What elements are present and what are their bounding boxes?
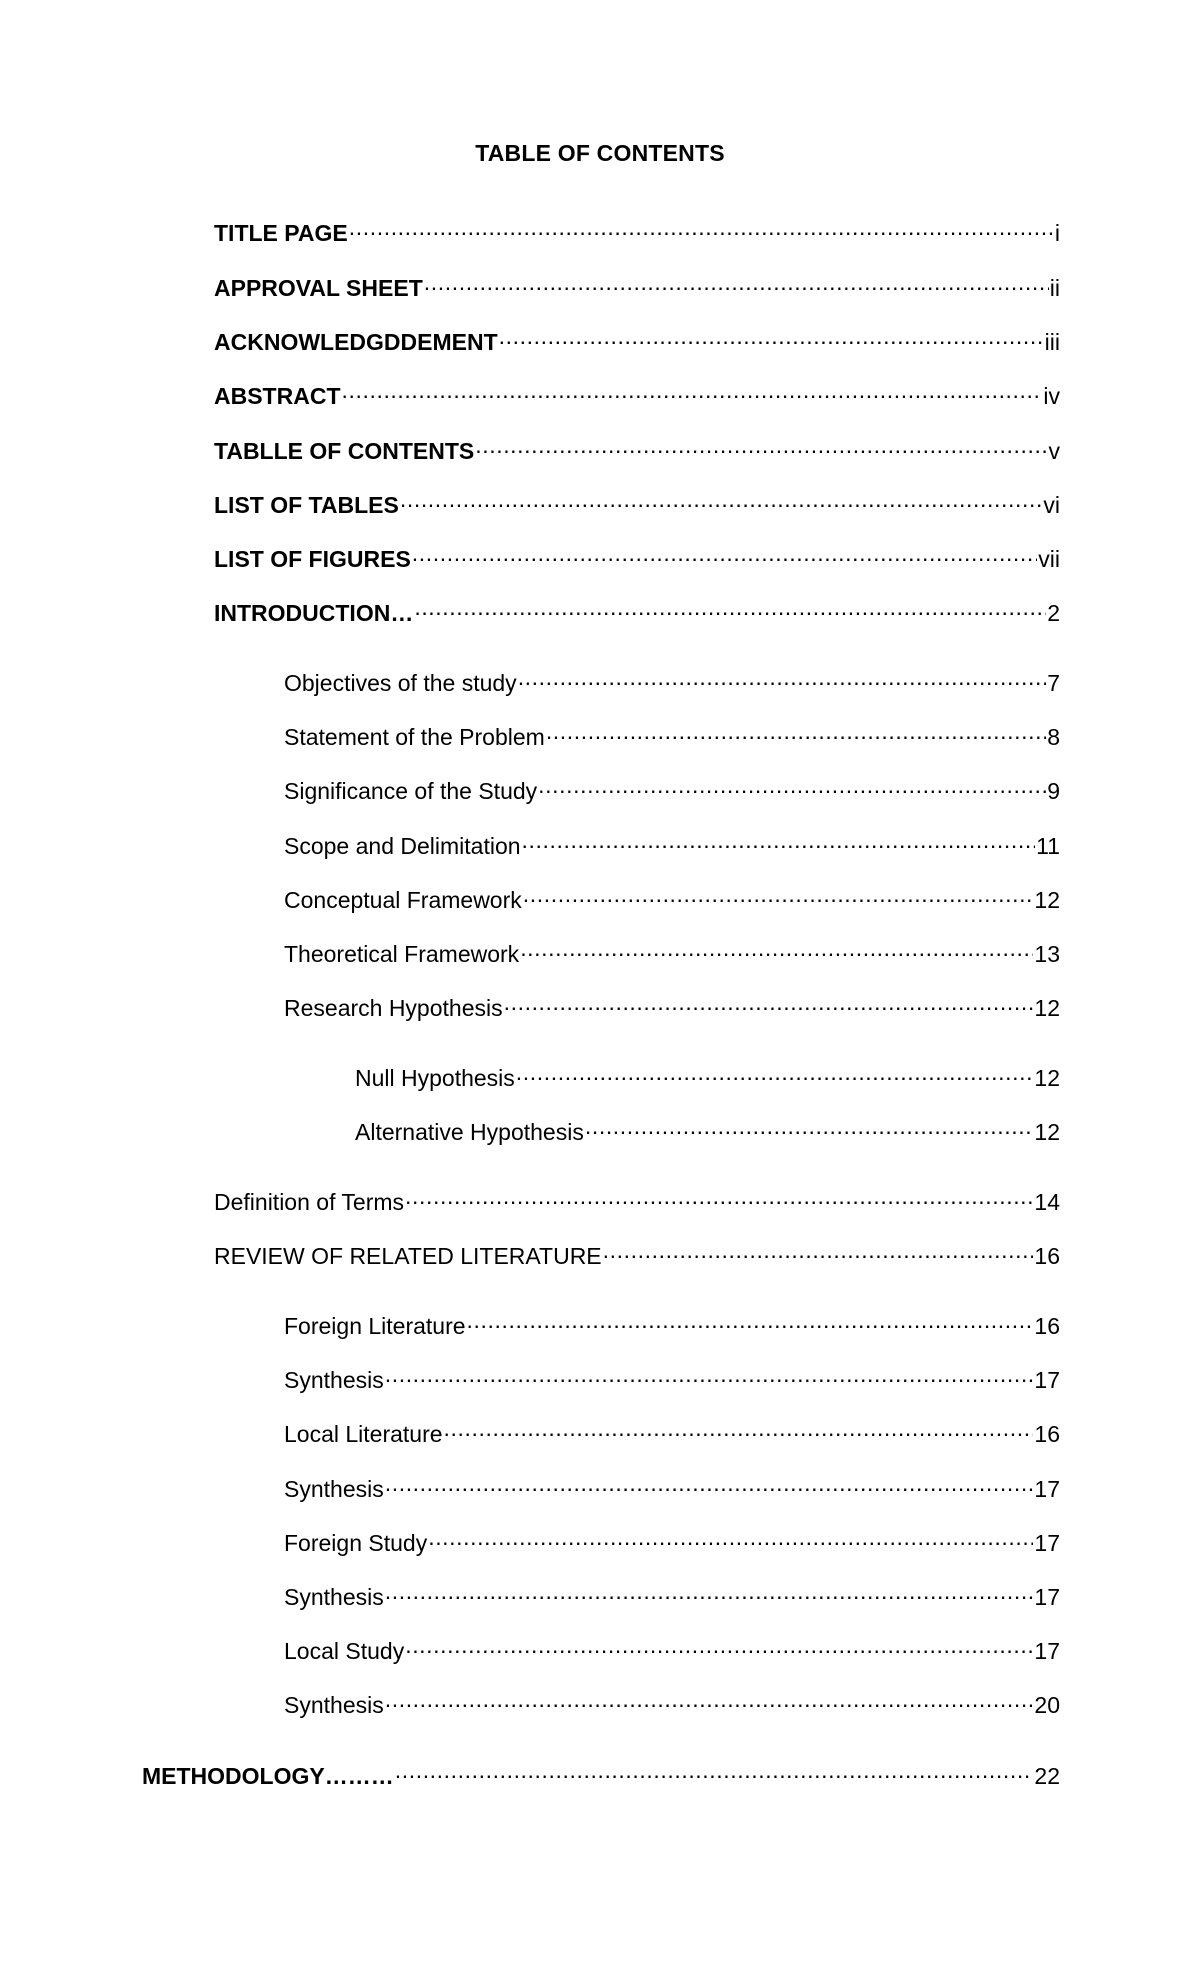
toc-entry-label: Significance of the Study — [284, 778, 538, 804]
toc-entry-page-number: 12 — [1034, 995, 1060, 1021]
toc-entry-page-number: ii — [1049, 275, 1060, 301]
toc-entry-page-number: 20 — [1034, 1692, 1060, 1718]
toc-entry-label: Synthesis — [284, 1367, 384, 1393]
toc-entry-label: Theoretical Framework — [284, 941, 520, 967]
dot-leader — [412, 539, 1037, 567]
dot-leader — [385, 1577, 1034, 1605]
dot-leader — [499, 322, 1044, 350]
dot-leader — [400, 485, 1043, 513]
toc-entry-acknowledgement[interactable] — [214, 322, 1060, 356]
toc-entry-statement-of-problem[interactable] — [284, 717, 1060, 751]
toc-entry-synthesis[interactable] — [284, 1360, 1060, 1394]
dot-leader — [538, 771, 1046, 799]
toc-entry-page-number: 16 — [1034, 1313, 1060, 1339]
dot-leader — [385, 1360, 1034, 1388]
toc-entry-label: Synthesis — [284, 1692, 384, 1718]
toc-entry-theoretical-framework[interactable] — [284, 934, 1060, 968]
toc-entry-significance[interactable] — [284, 771, 1060, 805]
toc-entry-label: Research Hypothesis — [284, 995, 503, 1021]
dot-leader — [414, 593, 1046, 621]
toc-entry-label: Foreign Literature — [284, 1313, 466, 1339]
toc-entry-page-number: 17 — [1034, 1530, 1060, 1556]
toc-entry-synthesis[interactable] — [284, 1685, 1060, 1719]
dot-leader — [444, 1414, 1034, 1442]
toc-entry-page-number: 12 — [1034, 887, 1060, 913]
toc-entry-label: Local Literature — [284, 1421, 443, 1447]
toc-entry-alternative-hypothesis[interactable] — [355, 1112, 1060, 1146]
toc-entry-page-number: v — [1048, 438, 1060, 464]
toc-entry-null-hypothesis[interactable] — [355, 1058, 1060, 1092]
toc-entry-label: Null Hypothesis — [355, 1065, 515, 1091]
dot-leader — [546, 717, 1046, 745]
dot-leader — [342, 376, 1043, 404]
toc-entry-approval-sheet[interactable] — [214, 268, 1060, 302]
toc-entry-label: TITLE PAGE — [214, 220, 348, 246]
dot-leader — [395, 1756, 1034, 1784]
toc-entry-label: Statement of the Problem — [284, 724, 545, 750]
toc-entry-label: Foreign Study — [284, 1530, 428, 1556]
toc-entry-synthesis[interactable] — [284, 1577, 1060, 1611]
toc-entry-label: Conceptual Framework — [284, 887, 522, 913]
dot-leader — [405, 1631, 1033, 1659]
toc-entry-page-number: i — [1054, 220, 1060, 246]
toc-entry-page-number: 12 — [1034, 1119, 1060, 1145]
toc-entry-label: Objectives of the study — [284, 670, 517, 696]
toc-entry-label: REVIEW OF RELATED LITERATURE — [214, 1243, 602, 1269]
dot-leader — [385, 1469, 1034, 1497]
toc-entry-label: Definition of Terms — [214, 1189, 405, 1215]
toc-entry-page-number: 17 — [1034, 1638, 1060, 1664]
toc-entry-label: ACKNOWLEDGDDEMENT — [214, 329, 498, 355]
dot-leader — [385, 1685, 1034, 1713]
dot-leader — [428, 1523, 1033, 1551]
dot-leader — [405, 1182, 1033, 1210]
toc-entry-label: Alternative Hypothesis — [355, 1119, 584, 1145]
toc-entry-label: Synthesis — [284, 1476, 384, 1502]
toc-entry-list-of-tables[interactable] — [214, 485, 1060, 519]
toc-entry-conceptual-framework[interactable] — [284, 880, 1060, 914]
toc-entry-page-number: 17 — [1034, 1476, 1060, 1502]
toc-entry-page-number: vii — [1038, 546, 1060, 572]
toc-entry-table-of-contents[interactable] — [214, 431, 1060, 465]
toc-entry-page-number: 13 — [1034, 941, 1060, 967]
toc-entry-local-study[interactable] — [284, 1631, 1060, 1665]
toc-entry-page-number: 17 — [1034, 1584, 1060, 1610]
toc-entry-page-number: 17 — [1034, 1367, 1060, 1393]
toc-entry-page-number: 11 — [1036, 833, 1060, 859]
toc-entry-page-number: 22 — [1034, 1763, 1060, 1789]
toc-entry-methodology[interactable] — [142, 1756, 1060, 1790]
toc-entry-page-number: 14 — [1034, 1189, 1060, 1215]
toc-entry-foreign-study[interactable] — [284, 1523, 1060, 1557]
toc-entry-label: LIST OF FIGURES — [214, 546, 411, 572]
toc-entry-label: ABSTRACT — [214, 383, 341, 409]
dot-leader — [467, 1306, 1034, 1334]
page-title: TABLE OF CONTENTS — [475, 140, 725, 166]
toc-entry-page-number: iii — [1044, 329, 1060, 355]
toc-entry-foreign-literature[interactable] — [284, 1306, 1060, 1340]
toc-entry-label: Synthesis — [284, 1584, 384, 1610]
toc-entry-review-of-related-literature[interactable] — [214, 1236, 1060, 1270]
dot-leader — [603, 1236, 1034, 1264]
toc-entry-page-number: vi — [1043, 492, 1060, 518]
toc-entry-label: Local Study — [284, 1638, 405, 1664]
toc-entry-label: APPROVAL SHEET — [214, 275, 423, 301]
toc-entry-list-of-figures[interactable] — [214, 539, 1060, 573]
dot-leader — [504, 988, 1034, 1016]
dot-leader — [424, 268, 1049, 296]
toc-entry-objectives[interactable] — [284, 663, 1060, 697]
dot-leader — [585, 1112, 1034, 1140]
toc-entry-definition-of-terms[interactable] — [214, 1182, 1060, 1216]
toc-entry-label: LIST OF TABLES — [214, 492, 399, 518]
toc-entry-page-number: 12 — [1034, 1065, 1060, 1091]
toc-entry-research-hypothesis[interactable] — [284, 988, 1060, 1022]
toc-entry-page-number: 16 — [1034, 1421, 1060, 1447]
toc-entry-page-number: 7 — [1047, 670, 1060, 696]
toc-entry-page-number: 9 — [1047, 778, 1060, 804]
toc-entry-synthesis[interactable] — [284, 1469, 1060, 1503]
toc-entry-page-number: 8 — [1047, 724, 1060, 750]
toc-entry-title-page[interactable] — [214, 213, 1060, 247]
dot-leader — [516, 1058, 1034, 1086]
toc-entry-page-number: iv — [1043, 383, 1060, 409]
toc-entry-local-literature[interactable] — [284, 1414, 1060, 1448]
toc-entry-introduction[interactable] — [214, 593, 1060, 627]
dot-leader — [522, 826, 1036, 854]
dot-leader — [523, 880, 1034, 908]
toc-entry-label: TABLLE OF CONTENTS — [214, 438, 475, 464]
toc-entry-page-number: 2 — [1047, 600, 1060, 626]
dot-leader — [349, 213, 1054, 241]
toc-entry-abstract[interactable] — [214, 376, 1060, 410]
dot-leader — [475, 431, 1047, 459]
toc-entry-label: INTRODUCTION… — [214, 600, 414, 626]
dot-leader — [520, 934, 1033, 962]
toc-entry-label: Scope and Delimitation — [284, 833, 521, 859]
dot-leader — [518, 663, 1047, 691]
toc-entry-page-number: 16 — [1034, 1243, 1060, 1269]
toc-entry-scope-delimitation[interactable] — [284, 826, 1060, 860]
toc-entry-label: METHODOLOGY……… — [142, 1763, 394, 1789]
